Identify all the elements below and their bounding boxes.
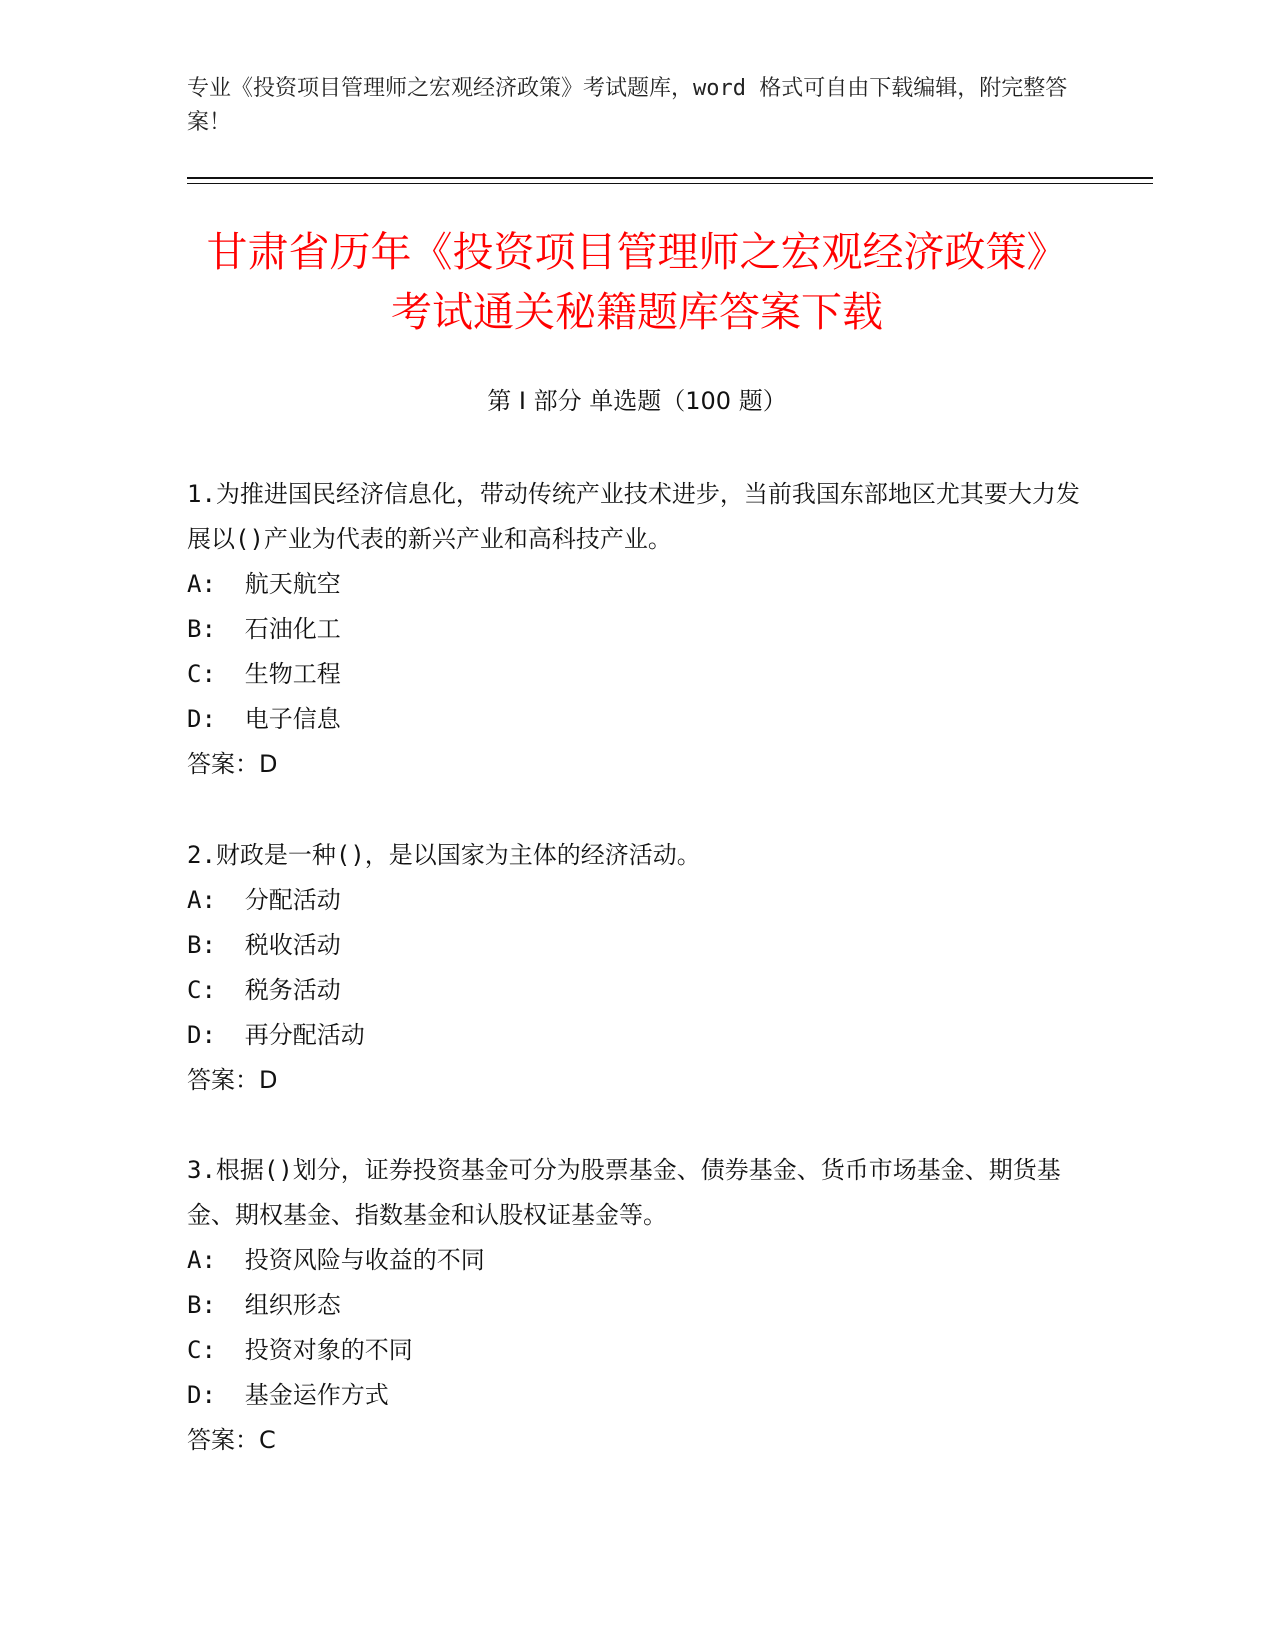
option-d: D: 电子信息 [187,705,341,733]
question-stem: 1.为推进国民经济信息化，带动传统产业技术进步，当前我国东部地区尤其要大力发展以()产业为代表的新兴产业和高科技产业。 [187,480,1080,553]
option-a: A: 航天航空 [187,570,341,598]
option-d: D: 基金运作方式 [187,1381,389,1409]
document-title: 甘肃省历年《投资项目管理师之宏观经济政策》考试通关秘籍题库答案下载 [206,228,1068,336]
option-c: C: 投资对象的不同 [187,1336,413,1364]
section-heading: 第 I 部分 单选题（100 题） [487,387,787,415]
option-b: B: 税收活动 [187,931,341,959]
option-d: D: 再分配活动 [187,1021,365,1049]
option-a: A: 分配活动 [187,886,341,914]
question-stem: 3.根据()划分，证券投资基金可分为股票基金、债券基金、货币市场基金、期货基金、期权基金、指数基金和认股权证基金等。 [187,1156,1061,1229]
header-divider-thick [187,177,1153,179]
answer-line: 答案：C [187,1426,276,1454]
question-3 [187,1148,1087,1463]
option-a: A: 投资风险与收益的不同 [187,1246,485,1274]
option-b: B: 石油化工 [187,615,341,643]
answer-line: 答案：D [187,750,278,778]
question-2 [187,833,1087,1103]
option-b: B: 组织形态 [187,1291,341,1319]
answer-line: 答案：D [187,1066,278,1094]
header-divider-thin [187,183,1153,184]
question-stem: 2.财政是一种()，是以国家为主体的经济活动。 [187,841,701,869]
option-c: C: 税务活动 [187,976,341,1004]
option-c: C: 生物工程 [187,660,341,688]
header-note: 专业《投资项目管理师之宏观经济政策》考试题库，word 格式可自由下载编辑，附完整答案！ [187,76,1068,135]
question-1 [187,472,1087,787]
